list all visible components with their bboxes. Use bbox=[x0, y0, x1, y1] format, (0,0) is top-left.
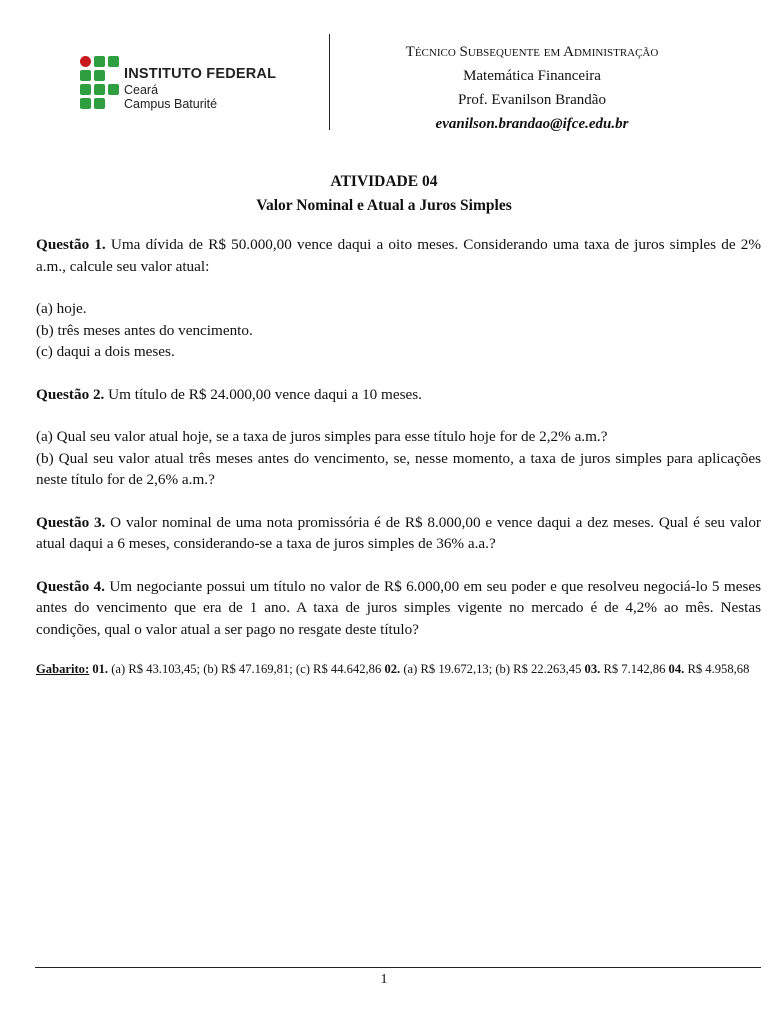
activity-subtitle: Valor Nominal e Atual a Juros Simples bbox=[256, 197, 512, 214]
page-number: 1 bbox=[380, 972, 388, 987]
question-2-item-b: (b) Qual seu valor atual três meses antes do vencimento, se, nesse momento, a taxa de juros simples para aplicações neste título for de 2,6% a.m.? bbox=[36, 449, 761, 488]
question-3-label: Questão 3. bbox=[36, 513, 106, 531]
course-name: Técnico Subsequente em Administração bbox=[405, 44, 659, 60]
professor-name: Prof. Evanilson Brandão bbox=[458, 92, 606, 108]
question-2 bbox=[36, 384, 761, 406]
question-3-text: O valor nominal de uma nota promissória é de R$ 8.000,00 e vence daqui a dez meses. Qual é seu valor atual daqui a 6 meses, considerando-se a taxa de juros simples de 36% a.a.? bbox=[36, 513, 761, 552]
question-1-text: Uma dívida de R$ 50.000,00 vence daqui a oito meses. Considerando uma taxa de juros simples de 2% a.m., calcule seu valor atual: bbox=[36, 236, 761, 275]
answer-04-text: R$ 4.958,68 bbox=[687, 662, 750, 676]
question-4-text: Um negociante possui um título no valor de R$ 6.000,00 em seu poder e que resolveu negociá-lo 5 meses antes do vencimento que era de 1 ano. A taxa de juros simples vigente no mercado é de 4,2% ao mês. Nestas condições, qual o valor atual a ser pago no resgate deste título? bbox=[36, 577, 762, 638]
ifce-logo-text bbox=[124, 66, 276, 111]
question-2-label: Questão 2. bbox=[36, 385, 105, 403]
footer-divider bbox=[35, 967, 761, 968]
ifce-logo bbox=[79, 56, 299, 111]
question-1-item-c: (c) daqui a dois meses. bbox=[36, 343, 175, 360]
question-1-item-b: (b) três meses antes do vencimento. bbox=[36, 321, 253, 339]
ifce-logo-mark bbox=[79, 56, 119, 108]
question-1-item-a: (a) hoje. bbox=[36, 300, 87, 317]
institution-name: INSTITUTO FEDERAL bbox=[124, 66, 277, 82]
header-divider bbox=[329, 34, 330, 130]
course-info bbox=[332, 40, 732, 136]
answer-01-label: 01. bbox=[92, 662, 109, 676]
answer-key bbox=[36, 660, 761, 678]
activity-content bbox=[36, 234, 761, 678]
activity-title: ATIVIDADE 04 bbox=[330, 173, 438, 190]
question-3 bbox=[36, 512, 761, 555]
answer-02-label: 02. bbox=[384, 662, 401, 676]
institution-campus: Campus Baturité bbox=[124, 97, 218, 111]
professor-email: evanilson.brandao@ifce.edu.br bbox=[435, 116, 629, 132]
question-1 bbox=[36, 234, 761, 277]
institution-state: Ceará bbox=[124, 83, 159, 97]
answer-04-label: 04. bbox=[668, 662, 685, 676]
answer-key-label: Gabarito: bbox=[36, 662, 90, 676]
subject-name: Matemática Financeira bbox=[463, 68, 601, 84]
answer-03-label: 03. bbox=[584, 662, 601, 676]
page-header bbox=[0, 0, 768, 140]
question-2-text: Um título de R$ 24.000,00 vence daqui a 10 meses. bbox=[108, 385, 422, 403]
activity-heading bbox=[0, 170, 768, 218]
answer-02-text: (a) R$ 19.672,13; (b) R$ 22.263,45 bbox=[403, 662, 582, 676]
question-4-label: Questão 4. bbox=[36, 577, 105, 595]
answer-03-text: R$ 7.142,86 bbox=[603, 662, 666, 676]
question-4 bbox=[36, 576, 761, 641]
question-1-label: Questão 1. bbox=[36, 236, 106, 253]
answer-01-text: (a) R$ 43.103,45; (b) R$ 47.169,81; (c) R$ 44.642,86 bbox=[111, 662, 382, 676]
question-2-item-a: (a) Qual seu valor atual hoje, se a taxa de juros simples para esse título hoje for de 2,2% a.m.? bbox=[36, 428, 608, 445]
